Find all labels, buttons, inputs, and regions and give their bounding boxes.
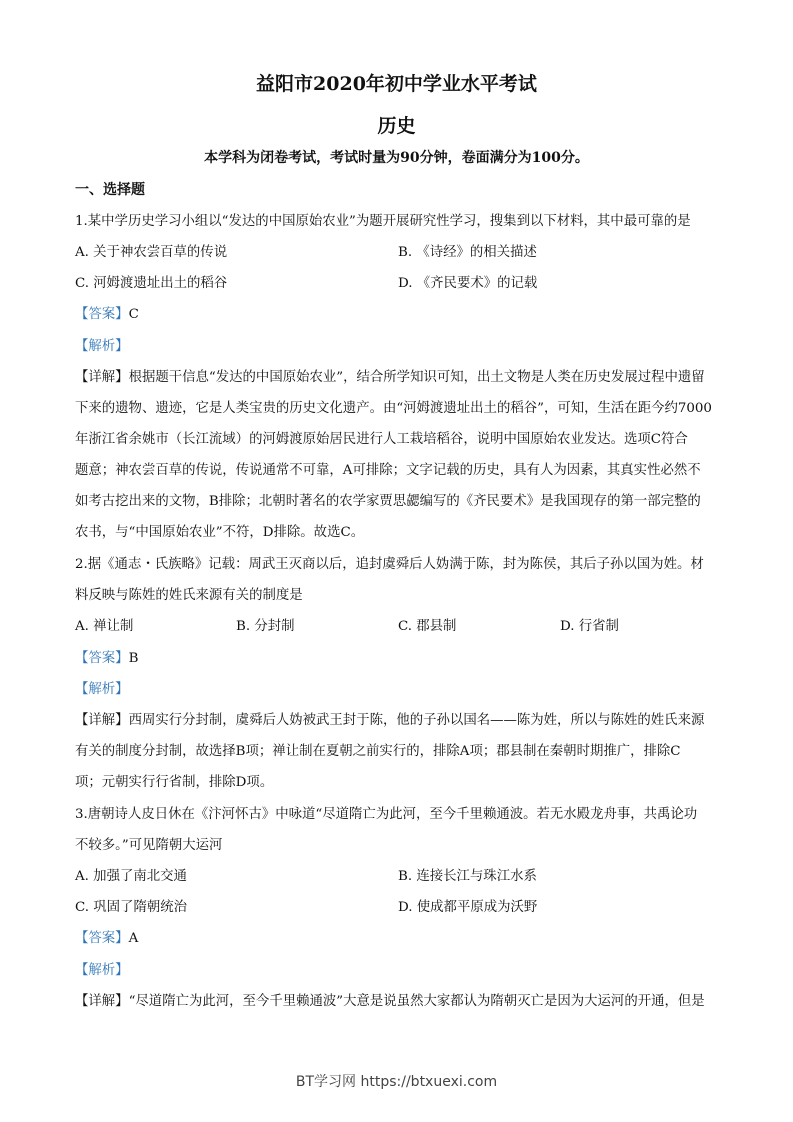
detail-text: 西周实行分封制，虞舜后人妫被武王封于陈，他的子孙以国名——陈为姓，所以与陈姓的姓氏来源	[128, 713, 705, 728]
answer-label: 【答案】	[75, 307, 129, 322]
q1-detail-line: 下来的遗物、遗迹，它是人类宝贵的历史文化遗产。由“河姆渡遗址出土的稻谷”，可知，生活在距今约7000	[75, 401, 712, 416]
detail-label: 【详解】	[75, 713, 129, 728]
answer-value: B	[128, 651, 139, 666]
q1-option-a: A. 关于神农尝百草的传说	[75, 245, 228, 260]
section-heading: 一、选择题	[75, 182, 145, 198]
q1-option-b: B. 《诗经》的相关描述	[398, 245, 537, 260]
q3-stem: 3.唐朝诗人皮日休在《汴河怀古》中咏道“尽道隋亡为此河，至今千里赖通波。若无水殿龙舟事，共禹论功	[75, 807, 698, 822]
q1-option-c: C. 河姆渡遗址出土的稻谷	[75, 276, 228, 291]
q2-option-b: B. 分封制	[236, 619, 295, 634]
analysis-label: 【解析】	[75, 339, 129, 354]
q1-stem: 1.某中学历史学习小组以“发达的中国原始农业”为题开展研究性学习，搜集到以下材料，其中最可靠的是	[75, 214, 691, 229]
q3-option-c: C. 巩固了隋朝统治	[75, 900, 188, 915]
q2-detail-line	[75, 712, 704, 730]
footer-watermark: BT学习网 https://btxuexi.com	[295, 1074, 498, 1090]
q3-option-a: A. 加强了南北交通	[75, 869, 187, 884]
analysis-label: 【解析】	[75, 963, 129, 978]
q1-detail-line	[75, 369, 705, 387]
doc-title: 益阳市2020年初中学业水平考试	[256, 73, 537, 95]
q2-detail-line: 有关的制度分封制，故选择B项；禅让制在夏朝之前实行的，排除A项；郡县制在秦朝时期推广，排除C	[75, 744, 681, 759]
q2-option-a: A. 禅让制	[75, 619, 134, 634]
q1-answer	[75, 306, 139, 324]
answer-label: 【答案】	[75, 931, 129, 946]
q2-stem: 2.据《通志・氏族略》记载：周武王灭商以后，追封虞舜后人妫满于陈，封为陈侯，其后子孙以国为姓。材	[75, 557, 704, 572]
detail-label: 【详解】	[75, 994, 129, 1009]
q1-detail-line: 年浙江省余姚市（长江流域）的河姆渡原始居民进行人工栽培稻谷，说明中国原始农业发达。选项C符合	[75, 432, 688, 447]
exam-note: 本学科为闭卷考试，考试时量为90分钟，卷面满分为100分。	[204, 150, 589, 166]
answer-label: 【答案】	[75, 651, 129, 666]
q2-answer	[75, 650, 138, 668]
analysis-label: 【解析】	[75, 682, 129, 697]
q3-detail-line	[75, 993, 705, 1011]
q1-detail-line: 如考古挖出来的文物，B排除；北朝时著名的农学家贾思勰编写的《齐民要术》是我国现存的第一部完整的	[75, 494, 701, 509]
q1-detail-line: 农书，与“中国原始农业”不符，D排除。故选C。	[75, 525, 365, 540]
subject-title: 历史	[377, 115, 416, 137]
answer-value: C	[128, 307, 139, 322]
q1-detail-line: 题意；神农尝百草的传说，传说通常不可靠，A可排除；文字记载的历史，具有人为因素，其真实性必然不	[75, 463, 701, 478]
answer-value: A	[128, 931, 139, 946]
q3-option-b: B. 连接长江与珠江水系	[398, 869, 537, 884]
q2-option-c: C. 郡县制	[398, 619, 457, 634]
q3-stem: 不较多。”可见隋朝大运河	[75, 838, 223, 853]
detail-label: 【详解】	[75, 370, 129, 385]
q1-option-d: D. 《齐民要术》的记载	[398, 276, 538, 291]
q2-stem: 料反映与陈姓的姓氏来源有关的制度是	[75, 588, 303, 603]
detail-text: 根据题干信息“发达的中国原始农业”，结合所学知识可知，出土文物是人类在历史发展过程中遗留	[128, 370, 705, 385]
q2-option-d: D. 行省制	[560, 619, 619, 634]
detail-text: “尽道隋亡为此河，至今千里赖通波”大意是说虽然大家都认为隋朝灭亡是因为大运河的开通，但是	[128, 994, 705, 1009]
q2-detail-line: 项；元朝实行行省制，排除D项。	[75, 775, 274, 790]
q3-option-d: D. 使成都平原成为沃野	[398, 900, 538, 915]
q3-answer	[75, 930, 138, 948]
